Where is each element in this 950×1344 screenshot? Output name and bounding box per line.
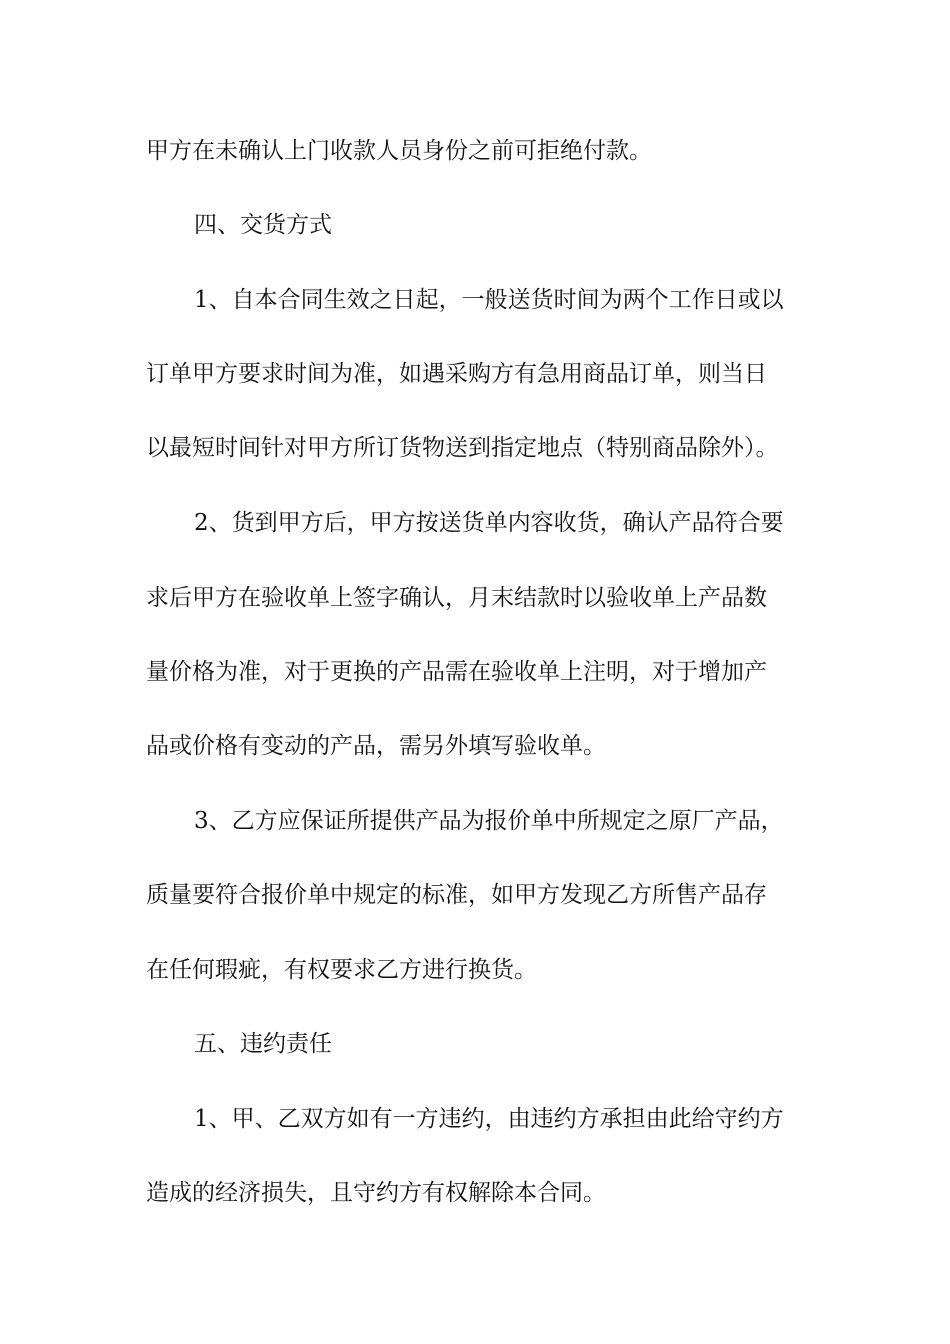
paragraph-line: 品或价格有变动的产品，需另外填写验收单。 xyxy=(146,733,606,759)
paragraph-line: 在任何瑕疵，有权要求乙方进行换货。 xyxy=(146,957,537,983)
paragraph-line: 订单甲方要求时间为准，如遇采购方有急用商品订单，则当日 xyxy=(146,361,767,387)
paragraph-line: 3、乙方应保证所提供产品为报价单中所规定之原厂产品， xyxy=(194,808,784,834)
paragraph-line: 质量要符合报价单中规定的标准，如甲方发现乙方所售产品存 xyxy=(146,882,767,908)
paragraph-line: 以最短时间针对甲方所订货物送到指定地点（特别商品除外）。 xyxy=(146,435,779,461)
paragraph-line: 量价格为准，对于更换的产品需在验收单上注明，对于增加产 xyxy=(146,659,767,685)
section-heading-delivery: 四、交货方式 xyxy=(194,212,332,238)
section-heading-liability: 五、违约责任 xyxy=(194,1031,332,1057)
paragraph-line: 1、甲、乙双方如有一方违约，由违约方承担由此给守约方 xyxy=(194,1106,784,1132)
paragraph-line: 造成的经济损失，且守约方有权解除本合同。 xyxy=(146,1180,606,1206)
paragraph-line: 1、自本合同生效之日起，一般送货时间为两个工作日或以 xyxy=(194,287,784,313)
paragraph-line: 2、货到甲方后，甲方按送货单内容收货，确认产品符合要 xyxy=(194,510,784,536)
paragraph-line: 求后甲方在验收单上签字确认，月末结款时以验收单上产品数 xyxy=(146,585,767,611)
paragraph-line: 甲方在未确认上门收款人员身份之前可拒绝付款。 xyxy=(146,138,652,164)
